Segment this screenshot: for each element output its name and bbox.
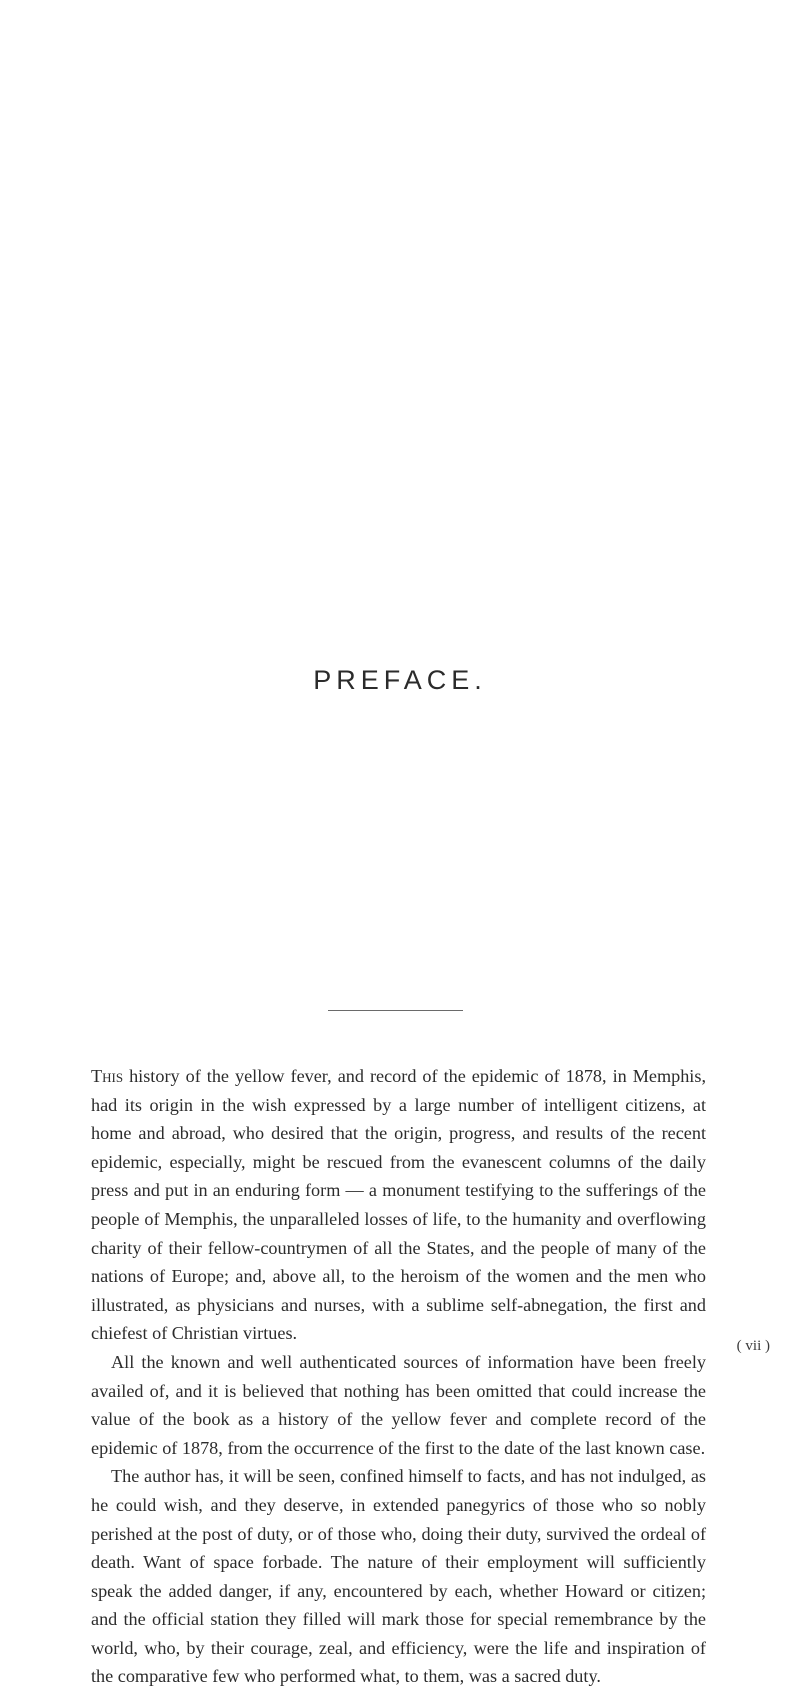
paragraph-1 — [91, 1062, 706, 1348]
preface-body — [91, 1062, 706, 1691]
paragraph-2: All the known and well authenticated sources of information have been freely availed of, and it is believed that nothing has been omitted that could increase the value of the book as a history of the yellow fever and complete record of the epidemic of 1878, from the occurrence of the first to the date of the last known case. — [91, 1351, 706, 1458]
page-title: PREFACE. — [313, 665, 487, 695]
page-number: ( vii ) — [736, 1338, 770, 1354]
paragraph-3: The author has, it will be seen, confined himself to facts, and has not indulged, as he could wish, and they deserve, in extended panegyrics of those who so nobly perished at the post of duty, or of those who, doing their duty, survived the ordeal of death. Want of space forbade. The nature of their employment will sufficiently speak the added danger, if any, encountered by each, whether Howard or citizen; and the official station they filled will mark those for special remembrance by the world, who, by their courage, zeal, and efficiency, were the life and inspiration of the comparative few who performed what, to them, was a sacred duty. — [91, 1466, 706, 1687]
paragraph-1-text: history of the yellow fever, and record of the epidemic of 1878, in Memphis, had its origin in the wish expressed by a large number of intelligent citizens, at home and abroad, who desired that the origin, progress, and results of the recent epidemic, especially, might be rescued from the evanescent columns of the daily press and put in an enduring form — a monument testifying to the sufferings of the people of Memphis, the unparalleled losses of life, to the humanity and overflowing charity of their fellow-countrymen of all the States, and the people of many of the nations of Europe; and, above all, to the heroism of the women and the men who illustrated, as physicians and nurses, with a sublime self-abnegation, the first and chiefest of Christian virtues. — [91, 1066, 706, 1344]
paragraph-1-lead: This — [91, 1066, 124, 1086]
title-rule — [328, 1010, 463, 1011]
